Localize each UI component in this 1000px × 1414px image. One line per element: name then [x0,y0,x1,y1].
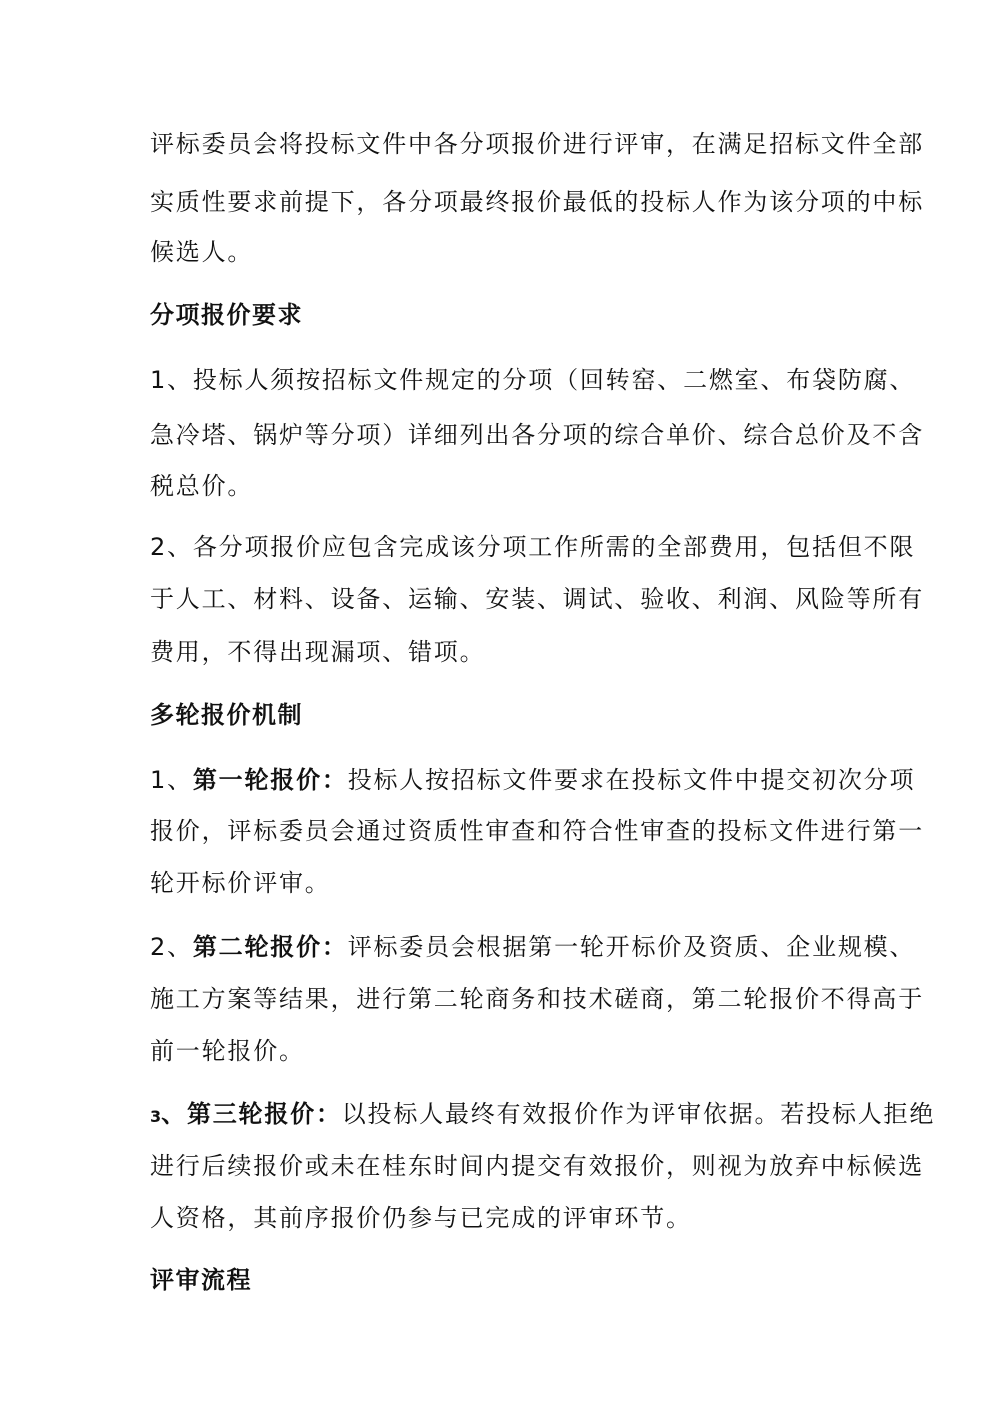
round-1-text: 投标人按招标文件要求在投标文件中提交初次分项 [347,766,916,794]
requirement-2-line-2: 于人工、材料、设备、运输、安装、调试、验收、利润、风险等所有 [150,585,924,613]
round-1-label: 第一轮报价： [192,766,348,794]
section-heading-multi-round: 多轮报价机制 [150,701,303,729]
requirement-1-line-1: 1、投标人须按招标文件规定的分项（回转窑、二燃室、布袋防腐、 [150,366,916,394]
section-heading-review-process: 评审流程 [150,1266,252,1294]
requirement-1-line-3: 税总价。 [150,472,254,500]
round-3-label: 、第三轮报价： [161,1100,342,1128]
round-1-line-1 [150,764,916,796]
round-2-prefix: 2、 [150,933,193,961]
round-1-line-3: 轮开标价评审。 [150,869,331,897]
round-3-text: 以投标人最终有效报价作为评审依据。若投标人拒绝 [341,1100,936,1128]
round-2-line-1 [150,931,916,963]
round-2-line-3: 前一轮报价。 [150,1037,305,1065]
round-1-line-2: 报价，评标委员会通过资质性审查和符合性审查的投标文件进行第一 [150,817,924,845]
round-2-text: 评标委员会根据第一轮开标价及资质、企业规模、 [347,933,916,961]
round-2-label: 第二轮报价： [192,933,348,961]
round-2-line-2: 施工方案等结果，进行第二轮商务和技术磋商，第二轮报价不得高于 [150,985,924,1013]
intro-line-3: 候选人。 [150,238,254,266]
round-3-line-1 [150,1098,936,1133]
round-3-line-3: 人资格，其前序报价仍参与已完成的评审环节。 [150,1204,692,1232]
intro-line-1: 评标委员会将投标文件中各分项报价进行评审，在满足招标文件全部 [150,130,924,158]
round-3-line-2: 进行后续报价或未在桂东时间内提交有效报价，则视为放弃中标候选 [150,1152,924,1180]
section-heading-itemized-quote: 分项报价要求 [150,301,303,329]
round-3-number: 3 [150,1107,162,1126]
requirement-2-line-3: 费用，不得出现漏项、错项。 [150,638,486,666]
requirement-2-line-1: 2、各分项报价应包含完成该分项工作所需的全部费用，包括但不限 [150,533,916,561]
requirement-1-line-2: 急冷塔、锅炉等分项）详细列出各分项的综合单价、综合总价及不含 [150,421,924,449]
intro-line-2: 实质性要求前提下，各分项最终报价最低的投标人作为该分项的中标 [150,188,924,216]
round-1-prefix: 1、 [150,766,193,794]
